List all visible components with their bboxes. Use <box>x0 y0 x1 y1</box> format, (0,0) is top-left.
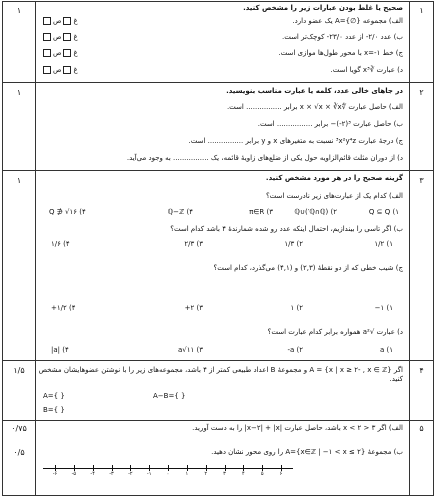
true-checkbox[interactable] <box>43 66 51 74</box>
false-label: غ <box>73 33 78 41</box>
number-line-tick-label: ۶ <box>279 471 283 477</box>
number-line-tick-label: ۰ <box>166 471 170 477</box>
false-label: غ <box>73 17 78 25</box>
number-line-tick-label: -۵ <box>71 471 77 477</box>
q3c-option-3[interactable]: ۳) ۲+ <box>184 304 203 312</box>
q3d-question: د) عبارت √a² همواره برابر کدام عبارت است؟ <box>267 328 403 336</box>
q4-set-a-minus-b[interactable]: A−B={ } <box>153 392 186 400</box>
number-line-tick-label: ۲ <box>204 471 207 477</box>
true-label: ص <box>53 17 62 25</box>
q3b-option-3[interactable]: ۳) ۲/۳ <box>184 240 203 248</box>
q4-set-b[interactable]: B={ } <box>43 406 65 414</box>
q1-tf-row-2 <box>43 33 78 41</box>
number-line-tick-label: ۳ <box>223 471 226 477</box>
q5a-text: الف) اگر ۳ < x < ۲ باشد، حاصل عبارت |x−۲| + |x| را به دست آورید. <box>192 424 403 432</box>
q3b-option-2[interactable]: ۲) ۱/۳ <box>284 240 303 248</box>
q3c-option-1[interactable]: ۱) ۱− <box>374 304 393 312</box>
q3a-option-5[interactable]: ۴) Q ∌ √۱۶ <box>49 208 86 216</box>
q4-number: ۴ <box>419 366 424 375</box>
q3b-option-4[interactable]: ۴) ۱/۶ <box>51 240 70 248</box>
q3d-option-4[interactable]: ۴) |a| <box>51 346 69 354</box>
q5b-score: ۰/۵ <box>13 448 25 457</box>
q1-number: ۱ <box>419 6 424 15</box>
q5a-score: ۰/۷۵ <box>11 424 27 433</box>
q3c-option-2[interactable]: ۲) ۱ <box>290 304 303 312</box>
q3c-option-4[interactable]: ۴) ۱/۲+ <box>51 304 76 312</box>
q4-set-a[interactable]: A={ } <box>43 392 65 400</box>
q3a-option-4[interactable]: ۴) ℚ−ℤ <box>167 208 193 216</box>
q3d-option-1[interactable]: ۱) a <box>379 346 393 354</box>
true-checkbox[interactable] <box>43 17 51 25</box>
false-label: غ <box>73 49 78 57</box>
q3b-option-1[interactable]: ۱) ۱/۲ <box>374 240 393 248</box>
q1-tf-row-1 <box>43 17 78 25</box>
q1-tf-row-3 <box>43 49 78 57</box>
q2-number: ۲ <box>419 88 424 97</box>
q3a-option-3[interactable]: ۳) π∈R <box>249 208 273 216</box>
q1-item-4: د) عبارت ∛x³ گویا است. <box>330 66 403 74</box>
q1-score: ۱ <box>16 6 22 15</box>
false-checkbox[interactable] <box>63 49 71 57</box>
q2-item-3: ج) درجهٔ عبارت ³x²y⁴z نسبت به متغیرهای x و y برابر ................ است. <box>188 137 403 145</box>
true-label: ص <box>53 66 62 74</box>
number-line-tick-label: -۴ <box>90 471 95 477</box>
false-label: غ <box>73 66 78 74</box>
number-line-tick-label: -۱ <box>146 471 152 477</box>
q3a-option-1[interactable]: ۱) Q ⊆ Q <box>368 208 399 216</box>
number-line-tick-label: ۴ <box>241 471 245 477</box>
true-checkbox[interactable] <box>43 49 51 57</box>
false-checkbox[interactable] <box>63 17 71 25</box>
q2-item-4: د) از دوران مثلث قائم‌الزاویه حول یکی از ضلع‌های زاویهٔ قائمه، یک ................ به وجود می‌آید. <box>126 154 403 162</box>
true-checkbox[interactable] <box>43 33 51 41</box>
q5b-text: ب) مجموعهٔ {x∈ℤ | −۱ < x ≤ ۲}=A را روی محور نشان دهید. <box>211 448 403 456</box>
number-line-tick-label: ۱ <box>185 471 189 477</box>
exam-sheet <box>2 1 434 496</box>
false-checkbox[interactable] <box>63 33 71 41</box>
q5-number: ۵ <box>419 424 424 433</box>
q2-item-2: ب) حاصل عبارت ³(۲-)− برابر ................ است. <box>257 120 403 128</box>
number-line-tick-label: -۲ <box>128 471 133 477</box>
score-column-divider <box>35 2 36 495</box>
q3b-question: ب) اگر تاسی را بیندازیم، احتمال اینکه عدد رو شده شمارندهٔ ۴ باشد کدام است؟ <box>170 225 403 233</box>
number-line-tick-label: -۶ <box>52 471 58 477</box>
row-divider <box>3 170 433 171</box>
number-line-tick-label: -۳ <box>109 471 114 477</box>
q2-title: در جاهای خالی عدد، کلمه یا عبارت مناسب بنویسید. <box>226 87 403 95</box>
row-divider <box>3 360 433 361</box>
q3a-question: الف) کدام یک از عبارت‌های زیر نادرست است؟ <box>265 192 403 200</box>
q1-item-1: الف) مجموعه {∅}=A یک عضو دارد. <box>292 17 403 25</box>
q2-score: ۱ <box>16 88 22 97</box>
q3-title: گزینه صحیح را در هر مورد مشخص کنید. <box>265 174 403 182</box>
q1-item-2: ب) عدد ۲/۰- از عدد ۲۳/۰- کوچک‌تر است. <box>281 33 403 41</box>
row-divider <box>3 420 433 421</box>
q3-score: ۱ <box>16 176 22 185</box>
number-line-tick-label: ۵ <box>260 471 264 477</box>
true-label: ص <box>53 33 62 41</box>
q2-item-1: الف) حاصل عبارت ∜x × √x × ∛x برابر ................ است. <box>226 103 403 111</box>
true-label: ص <box>53 49 62 57</box>
q1-item-3: ج) خط x=-۱ با محور طول‌ها موازی است. <box>278 49 403 57</box>
false-checkbox[interactable] <box>63 66 71 74</box>
q4-score: ۱/۵ <box>13 366 25 375</box>
q3-number: ۳ <box>419 176 424 185</box>
q1-tf-row-4 <box>43 66 78 74</box>
number-column-divider <box>409 2 410 495</box>
q3a-option-2[interactable]: ۲) (ℚ∩ℚ′)∪ℚ <box>294 208 337 216</box>
q4-text: اگر {x | x ≥ ۲- , x ∈ ℤ} = A و مجموعهٔ B اعداد طبیعی کمتر از ۴ باشد، مجموعه‌های زیر را با نوشتن عضوهایشان مشخص کنید. <box>38 366 403 383</box>
q3d-option-2[interactable]: ۲) a- <box>287 346 303 354</box>
row-divider <box>3 82 433 83</box>
q3d-option-3[interactable]: ۳) ۱۱√a <box>177 346 203 354</box>
q3c-question: ج) شیب خطی که از دو نقطهٔ (۲,۳) و (۴,۱) می‌گذرد، کدام است؟ <box>213 264 403 272</box>
q1-title: صحیح یا غلط بودن عبارات زیر را مشخص کنید. <box>243 4 403 12</box>
number-line <box>43 462 293 476</box>
